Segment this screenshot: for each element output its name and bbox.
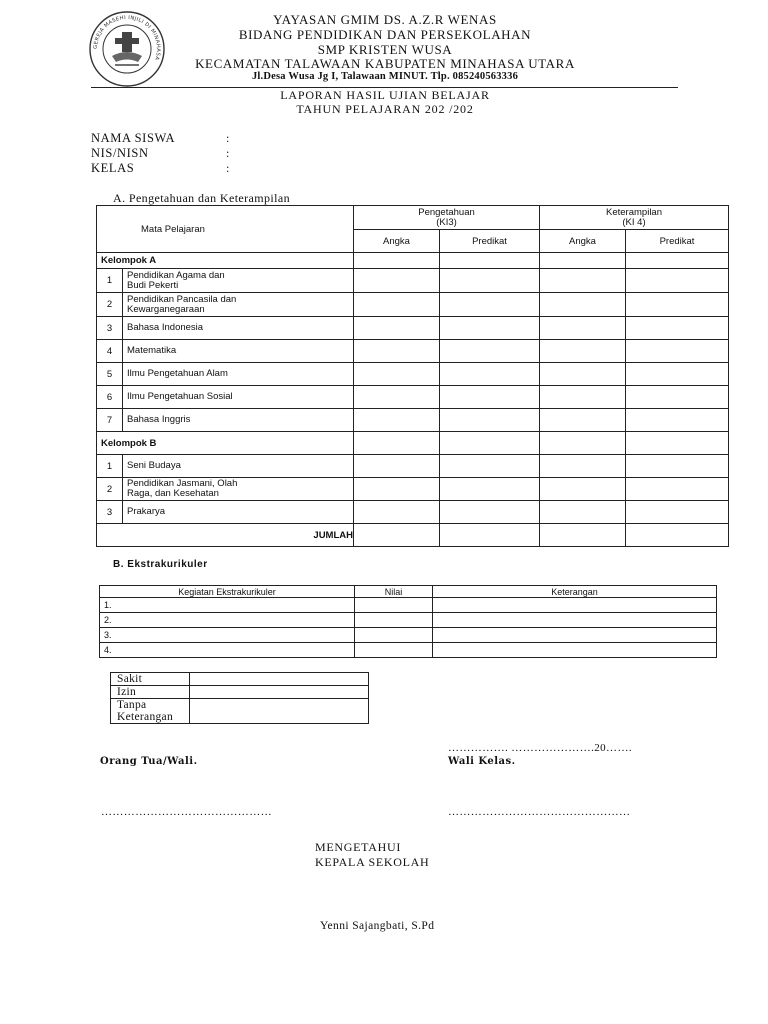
subject-number: 3 <box>97 317 123 340</box>
student-name-label: NAMA SISWA <box>91 131 176 145</box>
extracurricular-row <box>100 598 717 613</box>
subject-row <box>97 269 729 293</box>
note-cell[interactable] <box>433 643 717 658</box>
subject-name-line1: Pendidikan Agama dan <box>127 269 225 281</box>
subject-name-line1: Seni Budaya <box>127 460 181 471</box>
absent-label-line2: Keterangan <box>117 711 173 723</box>
extracurricular-rows <box>100 598 717 658</box>
grade-cell[interactable] <box>354 409 440 432</box>
grade-cell[interactable] <box>540 269 626 293</box>
knowledge-angka-header: Angka <box>354 230 440 253</box>
grades-table <box>96 205 729 547</box>
subject-name-line2: Kewarganegaraan <box>127 303 205 315</box>
subject-name <box>123 501 354 524</box>
school-address: Jl.Desa Wusa Jg I, Talawaan MINUT. Tlp. 085240563336 <box>251 71 519 82</box>
student-class-label: KELAS <box>91 161 135 175</box>
grade-cell[interactable] <box>626 317 729 340</box>
subject-row <box>97 409 729 432</box>
teacher-signature-line[interactable]: ………………………………………… <box>448 806 631 818</box>
grade-cell[interactable] <box>540 432 626 455</box>
grade-cell[interactable] <box>626 386 729 409</box>
note-column-header: Keterangan <box>433 586 717 598</box>
subject-number: 2 <box>97 478 123 501</box>
score-cell[interactable] <box>355 628 433 643</box>
skill-predikat-header: Predikat <box>626 230 729 253</box>
grade-cell[interactable] <box>540 317 626 340</box>
subject-number: 2 <box>97 293 123 317</box>
grade-cell[interactable] <box>354 317 440 340</box>
permit-label: Izin <box>111 686 190 699</box>
score-cell[interactable] <box>355 613 433 628</box>
subject-name-line1: Pendidikan Pancasila dan <box>127 293 237 305</box>
subject-name <box>123 317 354 340</box>
subject-number: 7 <box>97 409 123 432</box>
school-name: SMP KRISTEN WUSA <box>317 42 453 57</box>
grade-cell[interactable] <box>354 455 440 478</box>
teacher-signature-label: Wali Kelas. <box>448 756 516 767</box>
district-name: KECAMATAN TALAWAAN KABUPATEN MINAHASA UTARA <box>195 56 575 71</box>
absent-value[interactable] <box>190 699 369 724</box>
acknowledge-label: MENGETAHUI <box>315 840 402 854</box>
subject-number: 5 <box>97 363 123 386</box>
skill-column-header <box>540 206 729 230</box>
subject-row <box>97 386 729 409</box>
subject-row <box>97 340 729 363</box>
subject-name-line1: Pendidikan Jasmani, Olah <box>127 478 238 489</box>
subject-row <box>97 478 729 501</box>
subject-name-line1: Matematika <box>127 345 177 356</box>
student-name-separator: : <box>226 131 230 145</box>
academic-year: TAHUN PELAJARAN 202 /202 <box>296 102 474 116</box>
subject-column-header: Mata Pelajaran <box>97 206 354 253</box>
grade-cell[interactable] <box>540 340 626 363</box>
grade-cell[interactable] <box>354 293 440 317</box>
grade-cell[interactable] <box>626 253 729 269</box>
subject-row <box>97 293 729 317</box>
skill-header-code: (KI 4) <box>622 216 646 228</box>
subject-number: 1 <box>97 455 123 478</box>
subject-name <box>123 293 354 317</box>
grade-cell[interactable] <box>354 501 440 524</box>
knowledge-header-label: Pengetahuan <box>418 206 475 218</box>
subject-name-line2: Raga, dan Kesehatan <box>127 488 219 499</box>
grade-cell[interactable] <box>540 478 626 501</box>
grade-cell[interactable] <box>626 293 729 317</box>
group-a-label: Kelompok A <box>97 253 354 269</box>
grade-cell[interactable] <box>354 432 440 455</box>
grade-cell[interactable] <box>354 269 440 293</box>
grade-cell[interactable] <box>440 363 540 386</box>
parent-signature-label: Orang Tua/Wali. <box>100 756 198 767</box>
activity-cell[interactable]: 3. <box>100 628 355 643</box>
subject-name <box>123 386 354 409</box>
student-class-separator: : <box>226 161 230 175</box>
subject-name-line1: Bahasa Indonesia <box>127 322 204 333</box>
subject-number: 4 <box>97 340 123 363</box>
activity-column-header: Kegiatan Ekstrakurikuler <box>100 586 355 598</box>
extracurricular-row <box>100 613 717 628</box>
subject-name <box>123 269 354 293</box>
subject-name <box>123 409 354 432</box>
subject-name <box>123 340 354 363</box>
total-label: JUMLAH <box>97 524 354 547</box>
grade-cell[interactable] <box>626 340 729 363</box>
group-b-label: Kelompok B <box>97 432 354 455</box>
grade-cell[interactable] <box>540 386 626 409</box>
extracurricular-row <box>100 643 717 658</box>
subject-name-line1: Ilmu Pengetahuan Alam <box>127 368 228 379</box>
grade-cell[interactable] <box>440 340 540 363</box>
grade-cell[interactable] <box>540 409 626 432</box>
sick-label: Sakit <box>111 673 190 686</box>
grade-cell[interactable] <box>626 363 729 386</box>
note-cell[interactable] <box>433 628 717 643</box>
grade-cell[interactable] <box>540 501 626 524</box>
subject-number: 6 <box>97 386 123 409</box>
note-cell[interactable] <box>433 598 717 613</box>
subject-name-line1: Ilmu Pengetahuan Sosial <box>127 391 233 402</box>
grade-cell[interactable] <box>626 409 729 432</box>
subject-name-line2: Budi Pekerti <box>127 279 179 291</box>
sick-value[interactable] <box>190 673 369 686</box>
subject-row <box>97 501 729 524</box>
group-a-rows <box>97 269 729 432</box>
extracurricular-table <box>99 585 717 658</box>
grade-cell[interactable] <box>354 253 440 269</box>
extracurricular-row <box>100 628 717 643</box>
note-cell[interactable] <box>433 613 717 628</box>
activity-cell[interactable]: 4. <box>100 643 355 658</box>
principal-name: Yenni Sajangbati, S.Pd <box>320 920 435 932</box>
knowledge-predikat-header: Predikat <box>440 230 540 253</box>
absent-label <box>111 699 190 724</box>
place-date-line[interactable]: ……………. ………………….20……. <box>448 742 632 754</box>
grade-cell[interactable] <box>440 253 540 269</box>
subject-row <box>97 317 729 340</box>
score-cell[interactable] <box>355 598 433 613</box>
grade-cell[interactable] <box>440 501 540 524</box>
grade-cell[interactable] <box>354 340 440 363</box>
skill-angka-header: Angka <box>540 230 626 253</box>
score-cell[interactable] <box>355 643 433 658</box>
grade-cell[interactable] <box>440 409 540 432</box>
grade-cell[interactable] <box>354 363 440 386</box>
total-cell[interactable] <box>540 524 626 547</box>
grade-cell[interactable] <box>540 253 626 269</box>
skill-header-label: Keterampilan <box>606 206 662 218</box>
grade-cell[interactable] <box>440 386 540 409</box>
activity-cell[interactable]: 2. <box>100 613 355 628</box>
section-a-heading: A. Pengetahuan dan Keterampilan <box>113 191 291 205</box>
subject-name <box>123 455 354 478</box>
grade-cell[interactable] <box>626 455 729 478</box>
subject-row <box>97 455 729 478</box>
grade-cell[interactable] <box>440 293 540 317</box>
attendance-table <box>110 672 369 724</box>
subject-name <box>123 363 354 386</box>
department-name: BIDANG PENDIDIKAN DAN PERSEKOLAHAN <box>238 27 532 42</box>
grade-cell[interactable] <box>440 317 540 340</box>
section-b-heading: B. Ekstrakurikuler <box>113 559 208 570</box>
subject-number: 1 <box>97 269 123 293</box>
grade-cell[interactable] <box>626 478 729 501</box>
permit-value[interactable] <box>190 686 369 699</box>
grade-cell[interactable] <box>626 432 729 455</box>
student-nis-separator: : <box>226 146 230 160</box>
total-cell[interactable] <box>440 524 540 547</box>
total-cell[interactable] <box>354 524 440 547</box>
score-column-header: Nilai <box>355 586 433 598</box>
subject-name-line1: Prakarya <box>127 506 166 517</box>
grade-cell[interactable] <box>540 363 626 386</box>
student-nis-label: NIS/NISN <box>91 146 149 160</box>
parent-signature-line[interactable]: ……………………………………… <box>101 806 272 818</box>
grade-cell[interactable] <box>440 455 540 478</box>
grade-cell[interactable] <box>440 432 540 455</box>
subject-row <box>97 363 729 386</box>
group-b-rows <box>97 455 729 524</box>
knowledge-column-header <box>354 206 540 230</box>
grade-cell[interactable] <box>626 269 729 293</box>
grade-cell[interactable] <box>440 478 540 501</box>
knowledge-header-code: (KI3) <box>436 216 457 228</box>
svg-text:GEREJA MASEHI INJILI DI MINAHA: GEREJA MASEHI INJILI DI MINAHASA <box>92 14 162 61</box>
grade-cell[interactable] <box>626 501 729 524</box>
subject-number: 3 <box>97 501 123 524</box>
subject-name-line1: Bahasa Inggris <box>127 414 191 425</box>
grade-cell[interactable] <box>440 269 540 293</box>
activity-cell[interactable]: 1. <box>100 598 355 613</box>
principal-title: KEPALA SEKOLAH <box>315 855 430 869</box>
foundation-name: YAYASAN GMIM DS. A.Z.R WENAS <box>273 12 497 27</box>
grade-cell[interactable] <box>354 386 440 409</box>
report-title: LAPORAN HASIL UJIAN BELAJAR <box>280 88 490 102</box>
grade-cell[interactable] <box>354 478 440 501</box>
total-cell[interactable] <box>626 524 729 547</box>
subject-name <box>123 478 354 501</box>
grade-cell[interactable] <box>540 293 626 317</box>
absent-label-line1: Tanpa <box>117 699 147 711</box>
grade-cell[interactable] <box>540 455 626 478</box>
